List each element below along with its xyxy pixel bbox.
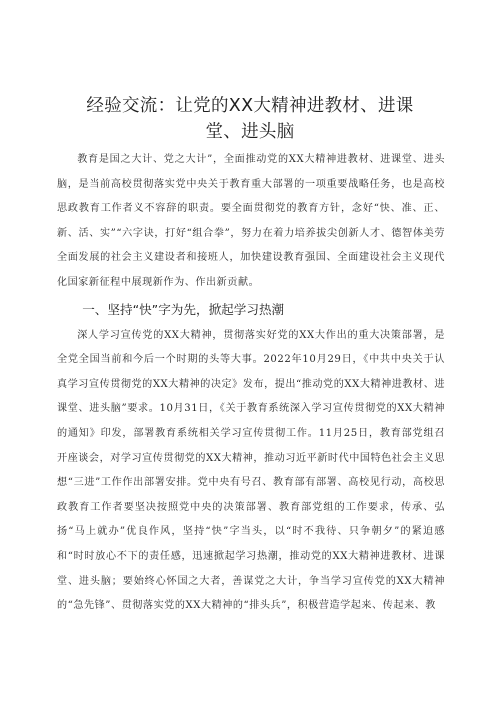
section-1-paragraph: 深人学习宣传党的XX大精神，贯彻落实好党的XX大作出的重大决策部署，是全党全国当前和今后一个时期的头等大事。2022年10月29日，《中共中央关于认真学习宣传贯彻党的XX大精神的决定》发布，提出“推动党的XX大精神进教材、进课堂、进头脑”要求。10月31日，《关于教育系统深入学习宣传贯彻党的XX大精神的通知》印发，部署教育系统相关学习宣传贯彻工作。11月25日，教育部党组召开座谈会，对学习宣传贯彻党的XX大精神，推动习近平新时代中国特色社会主义思想“三进”工作作出部署安排。党中央有号召、教育部有部署、高校见行动，高校思政教育工作者要坚决按照党中央的决策部署、教育部党组的工作要求，传承、弘扬“马上就办”优良作风，坚持“快”字当头，以“时不我待、只争朝夕”的紧迫感和“时时放心不下的责任感，迅速掀起学习热潮，推动党的XX大精神进教材、进课堂、进头脑；要始终心怀国之大者，善谋党之大计，争当学习宣传党的XX大精神的“急先锋”、贯彻落实党的XX大精神的“排头兵”，积极营造学起来、传起来、教 [57, 329, 446, 612]
section-1-heading: 一、坚持“快”字为先，掀起学习热潮 [82, 301, 285, 317]
intro-paragraph: 教育是国之大计、党之大计”，全面推动党的XX大精神进教材、进课堂、进头脑，是当前高校贯彻落实党中央关于教育重大部署的一项重要战略任务，也是高校思政教育工作者义不容辞的职责。要全面贯彻党的教育方针，念好“快、准、正、新、活、实”“六字诀，打好“组合拳”，努力在着力培养拔尖创新人才、德智体美劳全面发展的社会主义建设者和接班人，加快建设教育强国、全面建设社会主义现代化国家新征程中展现新作为、作出新贡献。 [57, 154, 445, 288]
title-line-1: 经验交流：让党的XX大精神进教材、进课 [86, 96, 414, 116]
document-title [60, 93, 440, 145]
title-line-2: 堂、进头脑 [205, 122, 295, 142]
document-body [57, 148, 445, 619]
